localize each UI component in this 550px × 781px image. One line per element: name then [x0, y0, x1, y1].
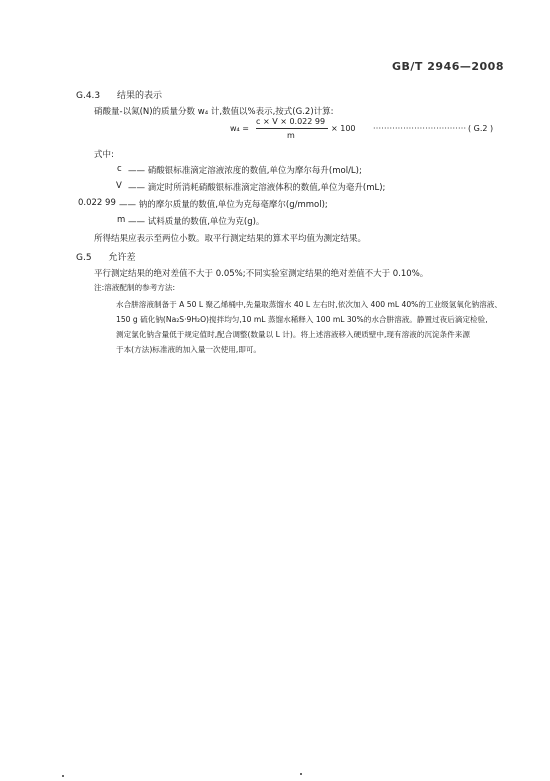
formula-intro: 硝酸量-以氮(N)的质量分数 w₄ 计,数值以%表示,按式(G.2)计算: — [94, 107, 334, 117]
formula-denominator: m — [287, 131, 295, 140]
formula-label: ( G.2 ) — [468, 124, 494, 133]
section-title: 结果的表示 — [117, 91, 163, 101]
note-title: 注:溶液配制的参考方法: — [94, 283, 176, 292]
where-desc-v: —— 滴定时所消耗硝酸银标准滴定溶液体积的数值,单位为毫升(mL); — [128, 183, 386, 193]
section-title: 允许差 — [108, 253, 136, 263]
where-intro: 式中: — [94, 150, 114, 160]
formula-numerator: c × V × 0.022 99 — [256, 117, 326, 126]
where-desc-c: —— 硝酸银标准滴定溶液浓度的数值,单位为摩尔每升(mol/L); — [128, 166, 362, 176]
note-line: 150 g 硫化钠(Na₂S·9H₂O)搅拌均匀,10 mL 蒸馏水稀释入 100 mL 30%的水合肼溶液。静置过夜后滴定检验, — [116, 315, 488, 324]
result-note: 所得结果应表示至两位小数。取平行测定结果的算术平均值为测定结果。 — [94, 234, 367, 244]
note-line: 水合肼溶液制备于 A 50 L 聚乙烯桶中,先量取蒸馏水 40 L 左右时,依次加入 400 mL 40%的工业级氢氧化钠溶液、 — [116, 300, 502, 309]
section-g5-heading — [76, 250, 135, 263]
where-desc-constant: —— 钠的摩尔质量的数值,单位为克每毫摩尔(g/mmol); — [119, 200, 328, 210]
fraction-bar — [256, 128, 328, 129]
scan-speck — [62, 775, 64, 777]
formula-tail: × 100 — [331, 124, 356, 133]
standard-number: GB/T 2946—2008 — [392, 60, 504, 73]
section-number: G.5 — [76, 253, 92, 263]
where-desc-m: —— 试料质量的数值,单位为克(g)。 — [128, 217, 265, 227]
note-line: 于本(方法)标准液的加入量一次使用,即可。 — [116, 345, 262, 354]
tolerance-text: 平行测定结果的绝对差值不大于 0.05%;不同实验室测定结果的绝对差值不大于 0.10%。 — [94, 269, 429, 279]
where-symbol-constant: 0.022 99 — [78, 198, 116, 208]
formula-dots: ·································· — [373, 124, 467, 133]
where-symbol-c: c — [117, 164, 122, 174]
note-line: 测定氯化钠含量低于规定值时,配合调整(数量以 L 计)。将上述溶液移入硬质壁中,现有溶液的沉淀条件来源 — [116, 330, 470, 339]
formula-lhs: w₄ = — [230, 124, 249, 133]
section-g43-heading — [76, 88, 162, 101]
where-symbol-m: m — [117, 215, 126, 225]
section-number: G.4.3 — [76, 91, 101, 101]
scan-speck — [300, 773, 302, 775]
where-symbol-v: V — [116, 181, 122, 191]
